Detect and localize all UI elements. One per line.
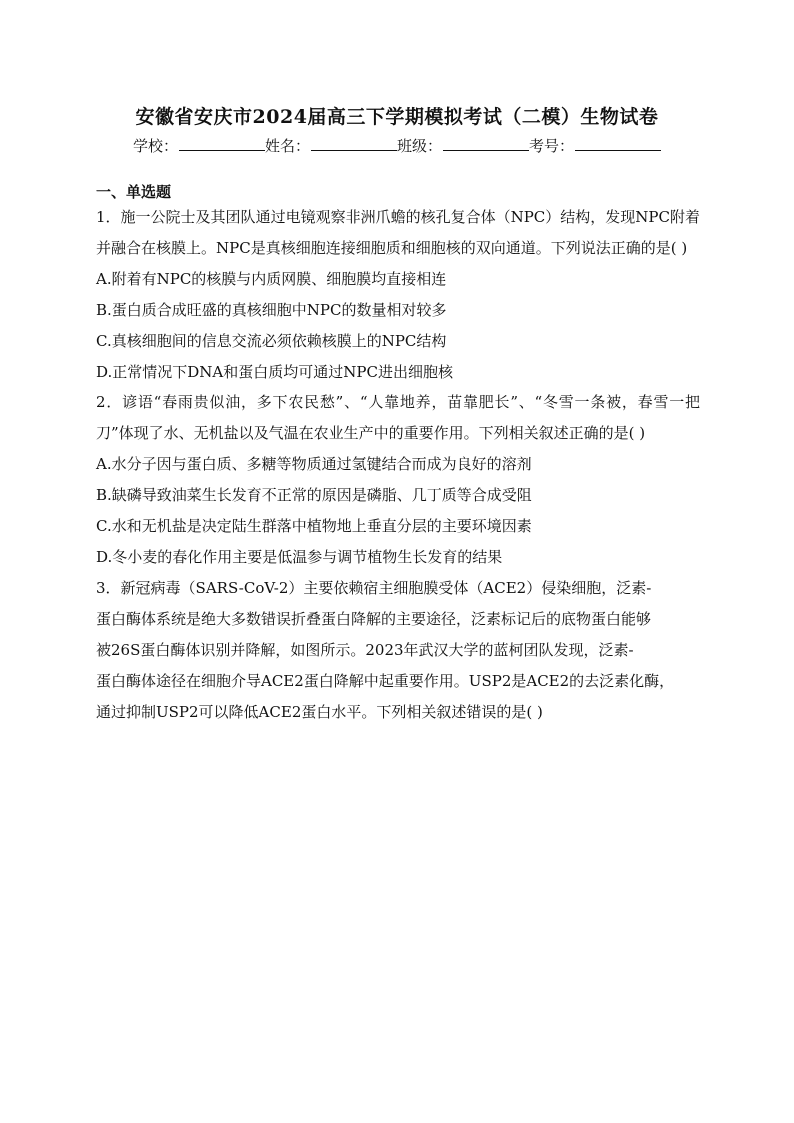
- questions-body: [96, 202, 700, 727]
- question-1-option-d: D.正常情况下DNA和蛋白质均可通过NPC进出细胞核: [96, 362, 453, 381]
- question-1-option-b: B.蛋白质合成旺盛的真核细胞中NPC的数量相对较多: [96, 300, 447, 319]
- exam-number-field: [529, 135, 661, 156]
- question-2-stem: 2．谚语“春雨贵似油，多下农民愁”、“人靠地养，苗靠肥长”、“冬雪一条被，春雪一把刀”体现了水、无机盐以及气温在农业生产中的重要作用。下列相关叙述正确的是( ): [96, 393, 700, 443]
- school-label: 学校：: [132, 137, 178, 155]
- student-info-line: [0, 135, 794, 156]
- question-3-stem-line-3: 被26S蛋白酶体识别并降解，如图所示。2023年武汉大学的蓝柯团队发现，泛素-: [96, 640, 634, 659]
- question-2-option-d: D.冬小麦的春化作用主要是低温参与调节植物生长发育的结果: [96, 547, 503, 566]
- school-field: [133, 135, 265, 156]
- exam-number-blank[interactable]: [575, 136, 661, 151]
- exam-number-label: 考号：: [529, 137, 575, 155]
- school-blank[interactable]: [179, 136, 265, 151]
- exam-title: 安徽省安庆市2024届高三下学期模拟考试（二模）生物试卷: [135, 106, 659, 128]
- name-label: 姓名：: [264, 137, 310, 155]
- question-3-stem-line-4: 蛋白酶体途径在细胞介导ACE2蛋白降解中起重要作用。USP2是ACE2的去泛素化酶，: [96, 671, 675, 690]
- question-2-option-c: C.水和无机盐是决定陆生群落中植物地上垂直分层的主要环境因素: [96, 517, 532, 536]
- question-1-option-a: A.附着有NPC的核膜与内质网膜、细胞膜均直接相连: [96, 269, 447, 288]
- name-blank[interactable]: [311, 136, 397, 151]
- name-field: [265, 135, 397, 156]
- question-1-option-c: C.真核细胞间的信息交流必须依赖核膜上的NPC结构: [96, 331, 447, 350]
- question-3-stem-line-2: 蛋白酶体系统是绝大多数错误折叠蛋白降解的主要途径，泛素标记后的底物蛋白能够: [96, 609, 652, 628]
- question-3-stem-line-1: 3．新冠病毒（SARS-CoV-2）主要依赖宿主细胞膜受体（ACE2）侵染细胞，泛素-: [96, 578, 652, 597]
- class-blank[interactable]: [443, 136, 529, 151]
- class-field: [397, 135, 529, 156]
- section-heading: 一、单选题: [96, 183, 172, 201]
- class-label: 班级：: [397, 137, 443, 155]
- question-2-option-a: A.水分子因与蛋白质、多糖等物质通过氢键结合而成为良好的溶剂: [96, 455, 532, 474]
- question-3-stem-line-5: 通过抑制USP2可以降低ACE2蛋白水平。下列相关叙述错误的是( ): [96, 702, 543, 721]
- question-1-stem: 1．施一公院士及其团队通过电镜观察非洲爪蟾的核孔复合体（NPC）结构，发现NPC附着并融合在核膜上。NPC是真核细胞连接细胞质和细胞核的双向通道。下列说法正确的是( ): [96, 208, 700, 257]
- question-2-option-b: B.缺磷导致油菜生长发育不正常的原因是磷脂、几丁质等合成受阻: [96, 486, 532, 505]
